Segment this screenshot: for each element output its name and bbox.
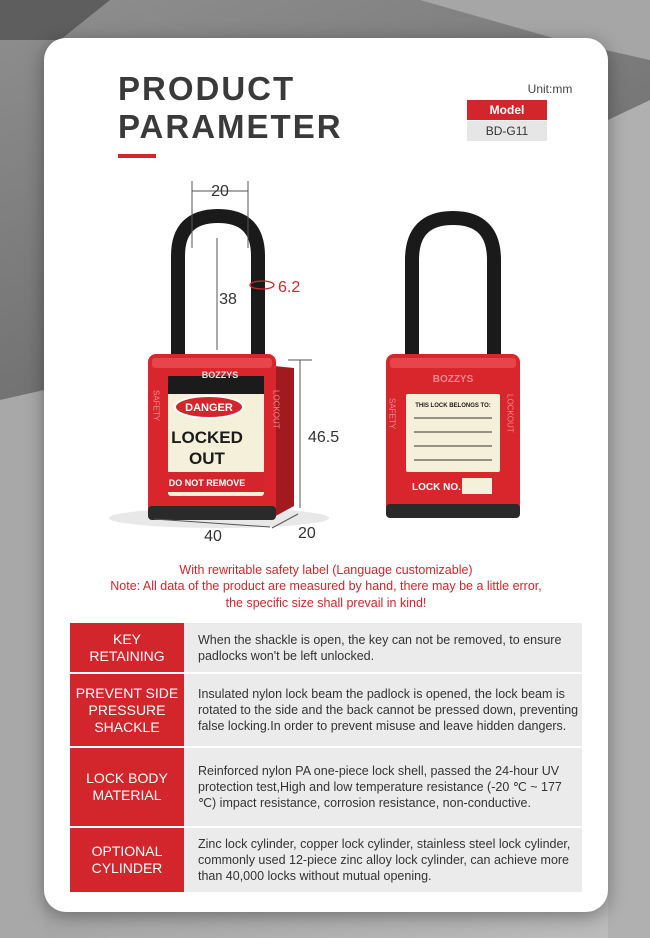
note-line-1: With rewritable safety label (Language customizable) [179,563,473,577]
dim-body-height: 46.5 [308,429,340,446]
model-value: BD-G11 [467,121,547,141]
title-line-2: PARAMETER [118,108,343,145]
feature-title: KEY RETAINING [70,623,184,672]
parameter-card [44,38,608,912]
feature-description: Insulated nylon lock beam the padlock is opened, the lock beam is rotated to the side and the back cannot be pressed down, preventing false locking.In order to prevent misuse and leave hidden dangers. [198,687,579,733]
dim-shackle-height: 38 [219,291,237,308]
locked-text: LOCKED [171,428,243,447]
back-padlock [386,218,520,518]
front-side-right-text: LOCKOUT [271,390,281,429]
lock-no-text: LOCK NO. [412,482,461,493]
lock-illustration [44,38,608,558]
feature-row-optional-cylinder [70,828,582,892]
feature-title: LOCK BODY MATERIAL [70,748,184,826]
dim-body-depth: 20 [298,525,316,542]
feature-title: PREVENT SIDE PRESSURE SHACKLE [70,674,184,746]
front-brand-text: BOZZYS [201,370,239,380]
feature-row-key-retaining [70,623,582,672]
back-side-left-text: SAFETY [387,398,397,430]
feature-title: OPTIONAL CYLINDER [70,828,184,892]
dim-body-width: 40 [204,528,222,545]
back-side-right-text: LOCKOUT [505,394,515,433]
do-not-remove-text: DO NOT REMOVE [168,478,246,488]
back-brand-text: BOZZYS [432,374,474,385]
belongs-text: THIS LOCK BELONGS TO: [415,403,491,409]
feature-row-lock-body-material [70,748,582,826]
feature-description: Zinc lock cylinder, copper lock cylinder, stainless steel lock cylinder, commonly used 12-piece zinc alloy lock cylinder, can achieve more than 40,000 locks without mutual opening. [198,837,571,883]
front-padlock [109,181,329,528]
front-side-left-text: SAFETY [151,390,161,422]
dim-shackle-width: 20 [211,183,229,200]
out-text: OUT [189,449,225,468]
feature-description: Reinforced nylon PA one-piece lock shell, passed the 24-hour UV protection test,High and low temperature resistance (-20 ℃ ~ 177 ℃) impact resistance, corrosion resistance, non-conductive. [198,764,562,810]
feature-row-prevent-side-pressure [70,674,582,746]
unit-label: Unit:mm [527,82,573,96]
model-label: Model [467,100,547,120]
dim-shackle-diameter: 6.2 [278,279,301,296]
danger-text: DANGER [185,402,233,414]
note-line-2: Note: All data of the product are measured by hand, there may be a little error, [110,579,542,593]
feature-table [70,623,582,894]
title-line-1: PRODUCT [118,70,296,107]
feature-description: When the shackle is open, the key can not be removed, to ensure padlocks won't be left unlocked. [198,632,562,663]
note-line-3: the specific size shall prevail in kind! [225,596,427,610]
